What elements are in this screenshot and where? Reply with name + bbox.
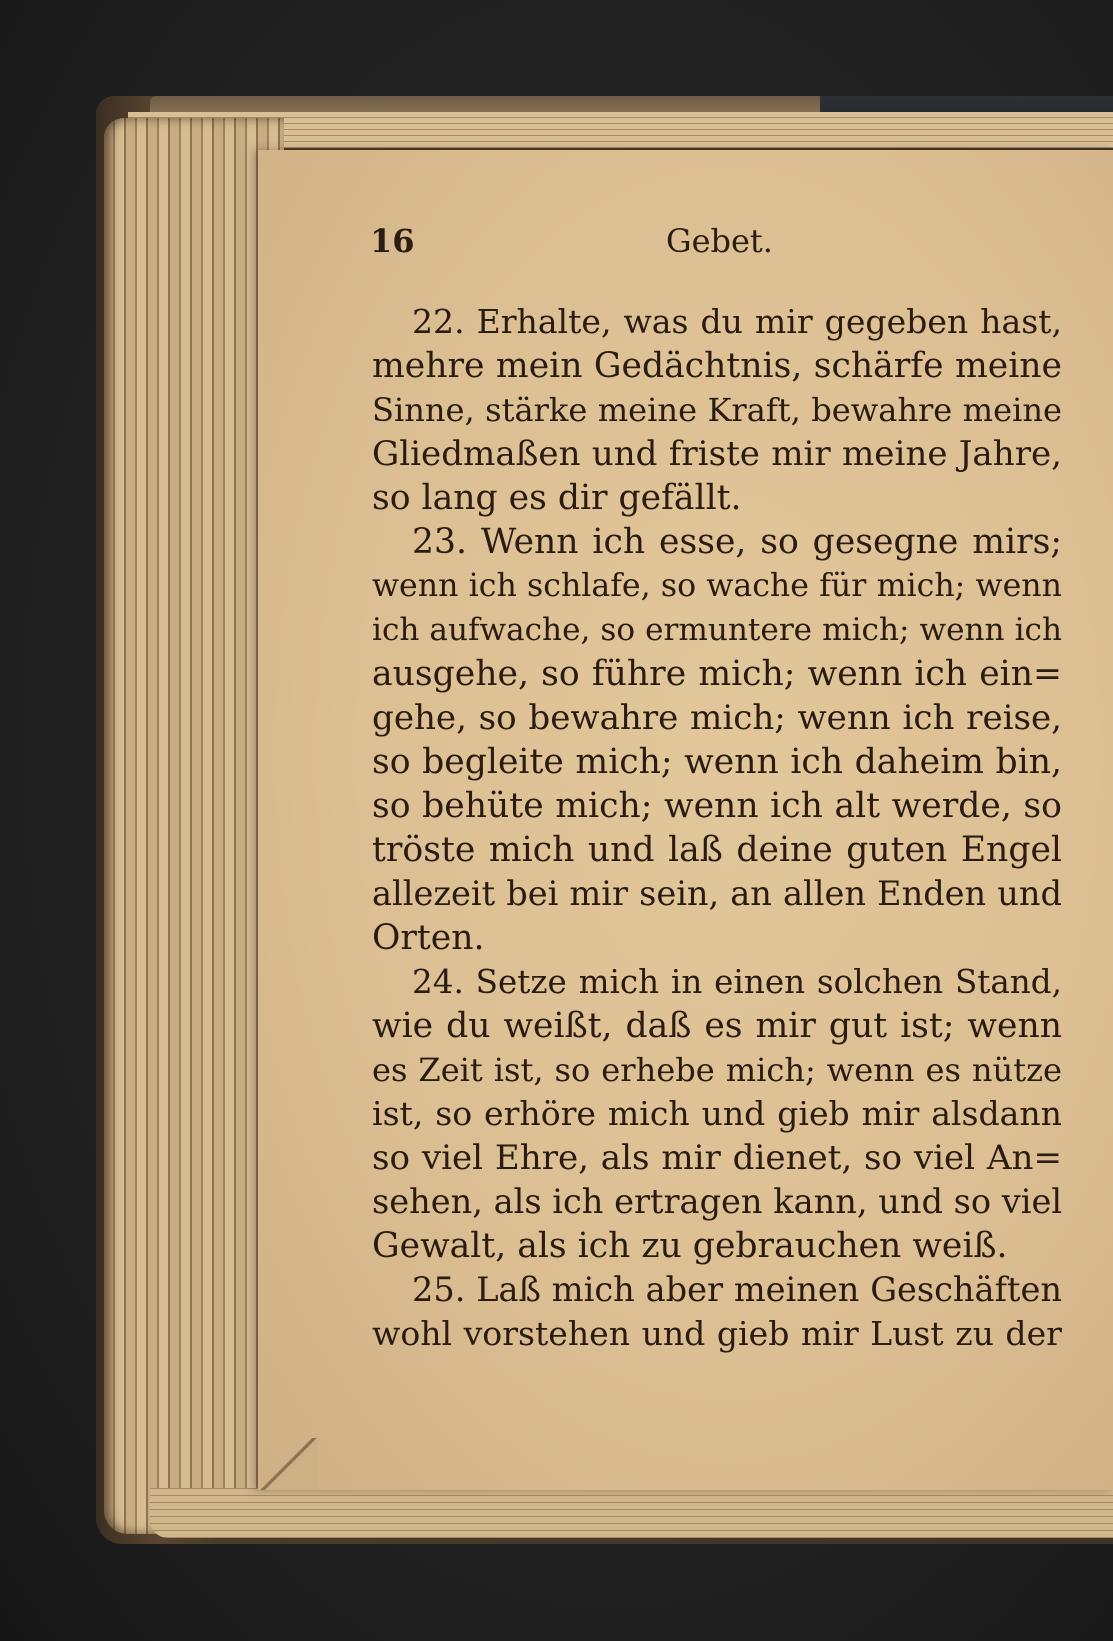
text-line: wie du weißt, daß es mir gut ist; wenn (372, 1006, 1062, 1046)
text-line: so behüte mich; wenn ich alt werde, so (372, 786, 1062, 826)
text-line: es Zeit ist, so erhebe mich; wenn es nütze (372, 1051, 1062, 1089)
text-line: 24. Setze mich in einen solchen Stand, (412, 963, 1062, 1001)
text-line: Sinne, stärke meine Kraft, bewahre meine (372, 391, 1062, 429)
text-line: 22. Erhalte, was du mir gegeben hast, (412, 302, 1062, 341)
text-line: gehe, so bewahre mich; wenn ich reise, (372, 698, 1062, 738)
text-line: Gewalt, als ich zu gebrauchen weiß. (372, 1226, 1008, 1266)
text-line: Gliedmaßen und friste mir meine Jahre, (372, 434, 1062, 474)
page-stack-bottom-edge (150, 1488, 1113, 1538)
page-stack-left-edge (104, 118, 284, 1534)
text-line: 25. Laß mich aber meinen Geschäften (412, 1270, 1062, 1309)
page-header-title: Gebet. (666, 222, 773, 260)
page-number: 16 (370, 222, 415, 260)
text-line: so lang es dir gefällt. (372, 478, 742, 518)
text-line: sehen, als ich ertragen kann, und so viel (372, 1182, 1062, 1221)
page-corner-fold (258, 1438, 318, 1490)
text-line: allezeit bei mir sein, an allen Enden und (372, 874, 1062, 913)
text-line: so viel Ehre, als mir dienet, so viel An= (372, 1138, 1062, 1178)
text-line: ausgehe, so führe mich; wenn ich ein= (372, 654, 1062, 694)
text-line: ist, so erhöre mich und gieb mir alsdann (372, 1094, 1062, 1133)
text-line: so begleite mich; wenn ich daheim bin, (372, 742, 1062, 782)
text-line: tröste mich und laß deine guten Engel (372, 830, 1062, 870)
text-line: mehre mein Gedächtnis, schärfe meine (372, 346, 1062, 386)
text-line: ich aufwache, so ermuntere mich; wenn ich (372, 612, 1062, 648)
text-line: 23. Wenn ich esse, so gesegne mirs; (412, 522, 1062, 562)
text-line: Orten. (372, 918, 485, 958)
running-head (370, 222, 970, 270)
text-line: wenn ich schlafe, so wache für mich; wenn (372, 568, 1062, 604)
prayer-text (372, 300, 1062, 1356)
text-line: wohl vorstehen und gieb mir Lust zu der (372, 1314, 1062, 1353)
